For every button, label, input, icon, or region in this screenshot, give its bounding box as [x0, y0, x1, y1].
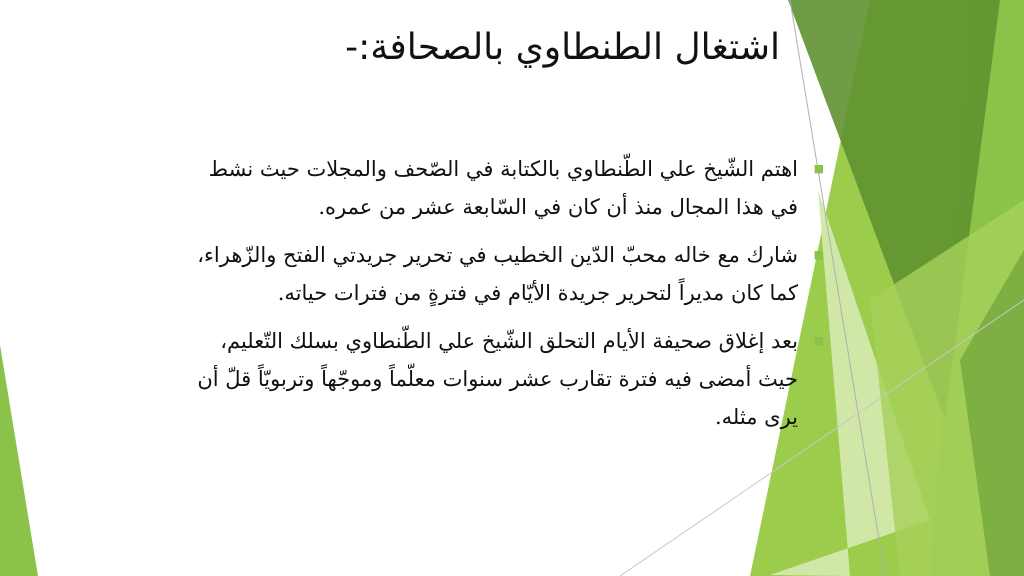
bullet-list	[40, 150, 824, 446]
bullet-3-line-3: يرى مثله.	[714, 405, 798, 429]
bullet-3-line-2: حيث أمضى فيه فترة تقارب عشر سنوات معلّماً وموجّهاً وتربويّاً قلّ أن	[197, 367, 798, 391]
bullet-2-line-2: كما كان مديراً لتحرير جريدة الأيّام في فترةٍ من فترات حياته.	[277, 281, 798, 305]
left-green-sliver	[0, 345, 38, 576]
bullet-2-line-1: شارك مع خاله محبّ الدّين الخطيب في تحرير جريدتي الفتح والزّهراء،	[197, 243, 798, 267]
bullet-item-3	[40, 322, 824, 436]
square-bullet-icon: ■	[813, 248, 824, 261]
bullet-1-line-1: اهتم الشّيخ علي الطّنطاوي بالكتابة في الصّحف والمجلات حيث نشط	[208, 157, 798, 181]
square-bullet-icon: ■	[813, 334, 824, 347]
bullet-1-line-2: في هذا المجال منذ أن كان في السّابعة عشر من عمره.	[318, 195, 798, 219]
bullet-item-1	[40, 150, 824, 226]
bullet-3-line-1: بعد إغلاق صحيفة الأيام التحلق الشّيخ علي الطّنطاوي بسلك التّعليم،	[220, 329, 798, 353]
bullet-item-2	[40, 236, 824, 312]
square-bullet-icon: ■	[813, 162, 824, 175]
slide-title: اشتغال الطنطاوي بالصحافة:-	[345, 27, 780, 68]
